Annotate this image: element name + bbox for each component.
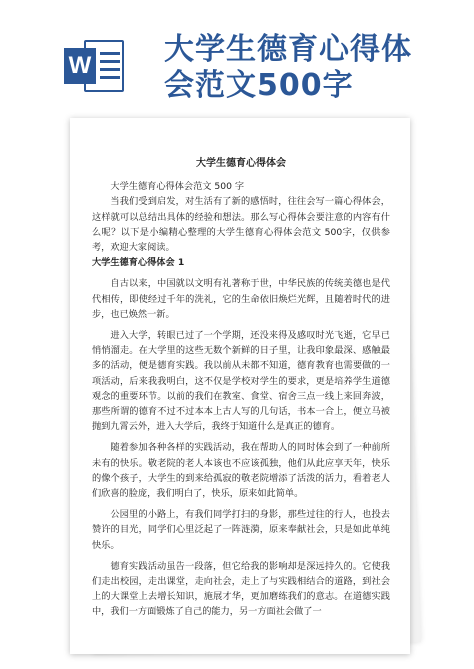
document-title: 大学生德育心得体会 <box>196 158 286 169</box>
page-title <box>164 32 464 104</box>
document-subtitle: 大学生德育心得体会范文 500 字 <box>110 181 245 193</box>
body-paragraph: 德育实践活动虽告一段落，但它给我的影响却是深远持久的。它使我们走出校园，走出课堂，走向社会，走上了与实践相结合的道路，到社会上的大课堂上去增长知识，施展才华，更加磨练我们的意志。在道德实践中，我们一方面锻炼了自己的能力，另一方面社会做了一 <box>92 560 390 618</box>
body-paragraph: 随着参加各种各样的实践活动，我在帮助人的同时体会到了一种前所未有的快乐。敬老院的老人本该也不应该孤独，他们从此应享天年，快乐的像个孩子，大学生的到来给孤寂的敬老院增添了活泼的活力，看着老人们欣喜的脸庞，我们明白了，快乐，原来如此简单。 <box>92 442 390 500</box>
header <box>0 0 474 110</box>
body-paragraph: 公园里的小路上，有我们同学打扫的身影，那些过往的行人，也投去赞许的目光，同学们心里泛起了一阵涟漪，原来奉献社会，只是如此单纯快乐。 <box>92 509 390 551</box>
section-heading: 大学生德育心得体会 1 <box>92 257 185 269</box>
title-line-1: 大学生德育心得体 <box>164 32 412 67</box>
document-body <box>92 156 390 620</box>
word-document-icon <box>62 34 126 98</box>
word-badge: W <box>64 48 96 84</box>
document-page <box>70 118 410 654</box>
body-paragraph: 自古以来，中国就以文明有礼著称于世，中华民族的传统美德也是代代相传，即使经过千年的洗礼，它的生命依旧焕烂光辉，且随着时代的进步，也已焕然一新。 <box>92 278 390 320</box>
body-paragraph: 进入大学，转眼已过了一个学期，还没来得及感叹时光飞逝，它早已悄悄溜走。在大学里的这些无数个新鲜的日子里，让我印象最深、感触最多的活动，便是德育实践。我以前从未都不知道，德育教育也需要做的一项活动，后来我我明白，这不仅是学校对学生的要求，更是培养学生道德观念的重要环节。以前的我们在教室、食堂、宿舍三点一线上来回奔波，那些所谓的德育不过不过本本上古人写的几句话，书本一合上，便立马被抛到九霄云外，进入大学后，我终于知道什么是真正的德育。 <box>92 330 390 433</box>
title-line-2: 会范文500字 <box>164 68 354 103</box>
intro-paragraph: 当我们受到启发，对生活有了新的感悟时，往往会写一篇心得体会，这样就可以总结出具体的经验和想法。那么写心得体会要注意的内容有什么呢？以下是小编精心整理的大学生德育心得体会范文 500字，仅供参考，欢迎大家阅读。 <box>92 196 390 254</box>
